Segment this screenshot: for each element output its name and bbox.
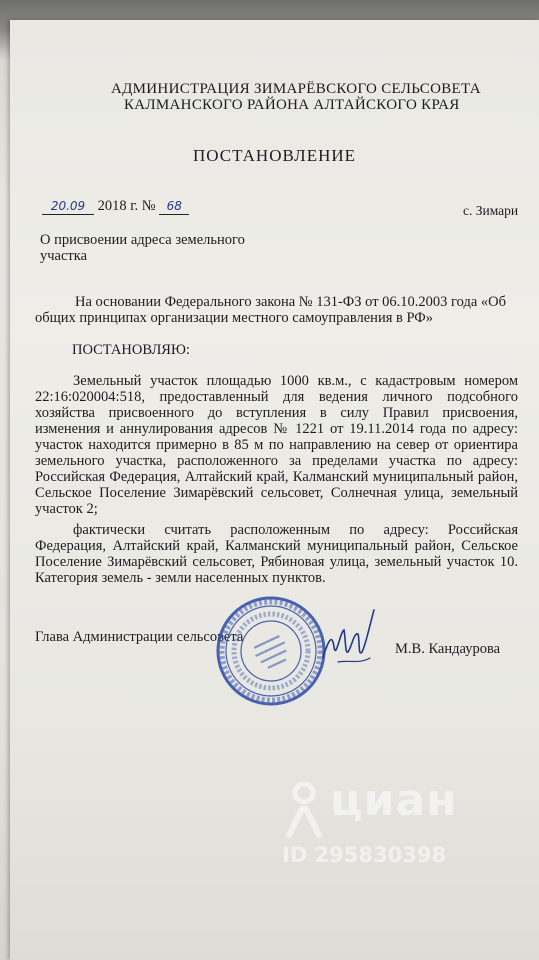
location-pin-icon [282,779,326,839]
handwritten-signature-icon [318,602,378,672]
basis-line-1: На основании Федерального закона № 131-ФЗ от 06.10.2003 года «Об [75,294,507,310]
signatory-name: М.В. Кандаурова [395,641,501,657]
body-line-3: хозяйства присвоенного до вступления в силу Правил присвоения, [35,405,518,421]
handwritten-number: 68 [159,198,189,215]
body-line-8: Сельское Поселение Зимарёвский сельсовет, Солнечная улица, земельный [35,485,518,501]
body-line-7: Российская Федерация, Алтайский край, Калманский муниципальный район, [35,469,518,485]
body2-line-3: Поселение Зимарёвский сельсовет, Рябиновая улица, земельный участок 10. [35,554,518,570]
official-stamp-icon [215,595,327,707]
watermark-listing-id: ID 295830398 [282,843,447,867]
body-line-2: 22:16:020004:518, предоставленный для ведения личного подсобного [35,389,518,405]
date-line [42,198,189,215]
resolve-heading: ПОСТАНОВЛЯЮ: [72,342,190,358]
body2-line-2: Федерация, Алтайский край, Калманский муниципальный район, Сельское [35,538,518,554]
body2-line-4: Категория земель - земли населенных пунктов. [35,570,326,586]
handwritten-date: 20.09 [42,198,94,215]
watermark-brand: циан [330,775,458,826]
year-text: 2018 г. № [97,198,156,214]
body-line-9: участок 2; [35,501,98,517]
subject-line-2: участка [40,248,88,264]
subject-line-1: О присвоении адреса земельного [40,232,245,248]
body-line-4: изменения и аннулирования адресов № 1221 от 19.11.2014 года по адресу: [35,421,518,437]
document-title: ПОСТАНОВЛЕНИЕ [193,146,357,165]
body-line-6: земельного участка, расположенного за пределами участка по адресу: [35,453,518,469]
body2-line-1: фактически считать расположенным по адресу: Российская [73,522,518,538]
header-line-1: АДМИНИСТРАЦИЯ ЗИМАРЁВСКОГО СЕЛЬСОВЕТА [111,81,481,97]
place-name: с. Зимари [463,203,519,218]
header-line-2: КАЛМАНСКОГО РАЙОНА АЛТАЙСКОГО КРАЯ [124,97,460,113]
basis-line-2: общих принципах организации местного самоуправления в РФ» [35,310,433,326]
body-line-5: участок находится примерно в 85 м по направлению на север от ориентира [35,437,518,453]
body-line-1: Земельный участок площадью 1000 кв.м., с кадастровым номером [73,373,518,389]
signatory-position: Глава Администрации сельсовета [35,629,244,645]
